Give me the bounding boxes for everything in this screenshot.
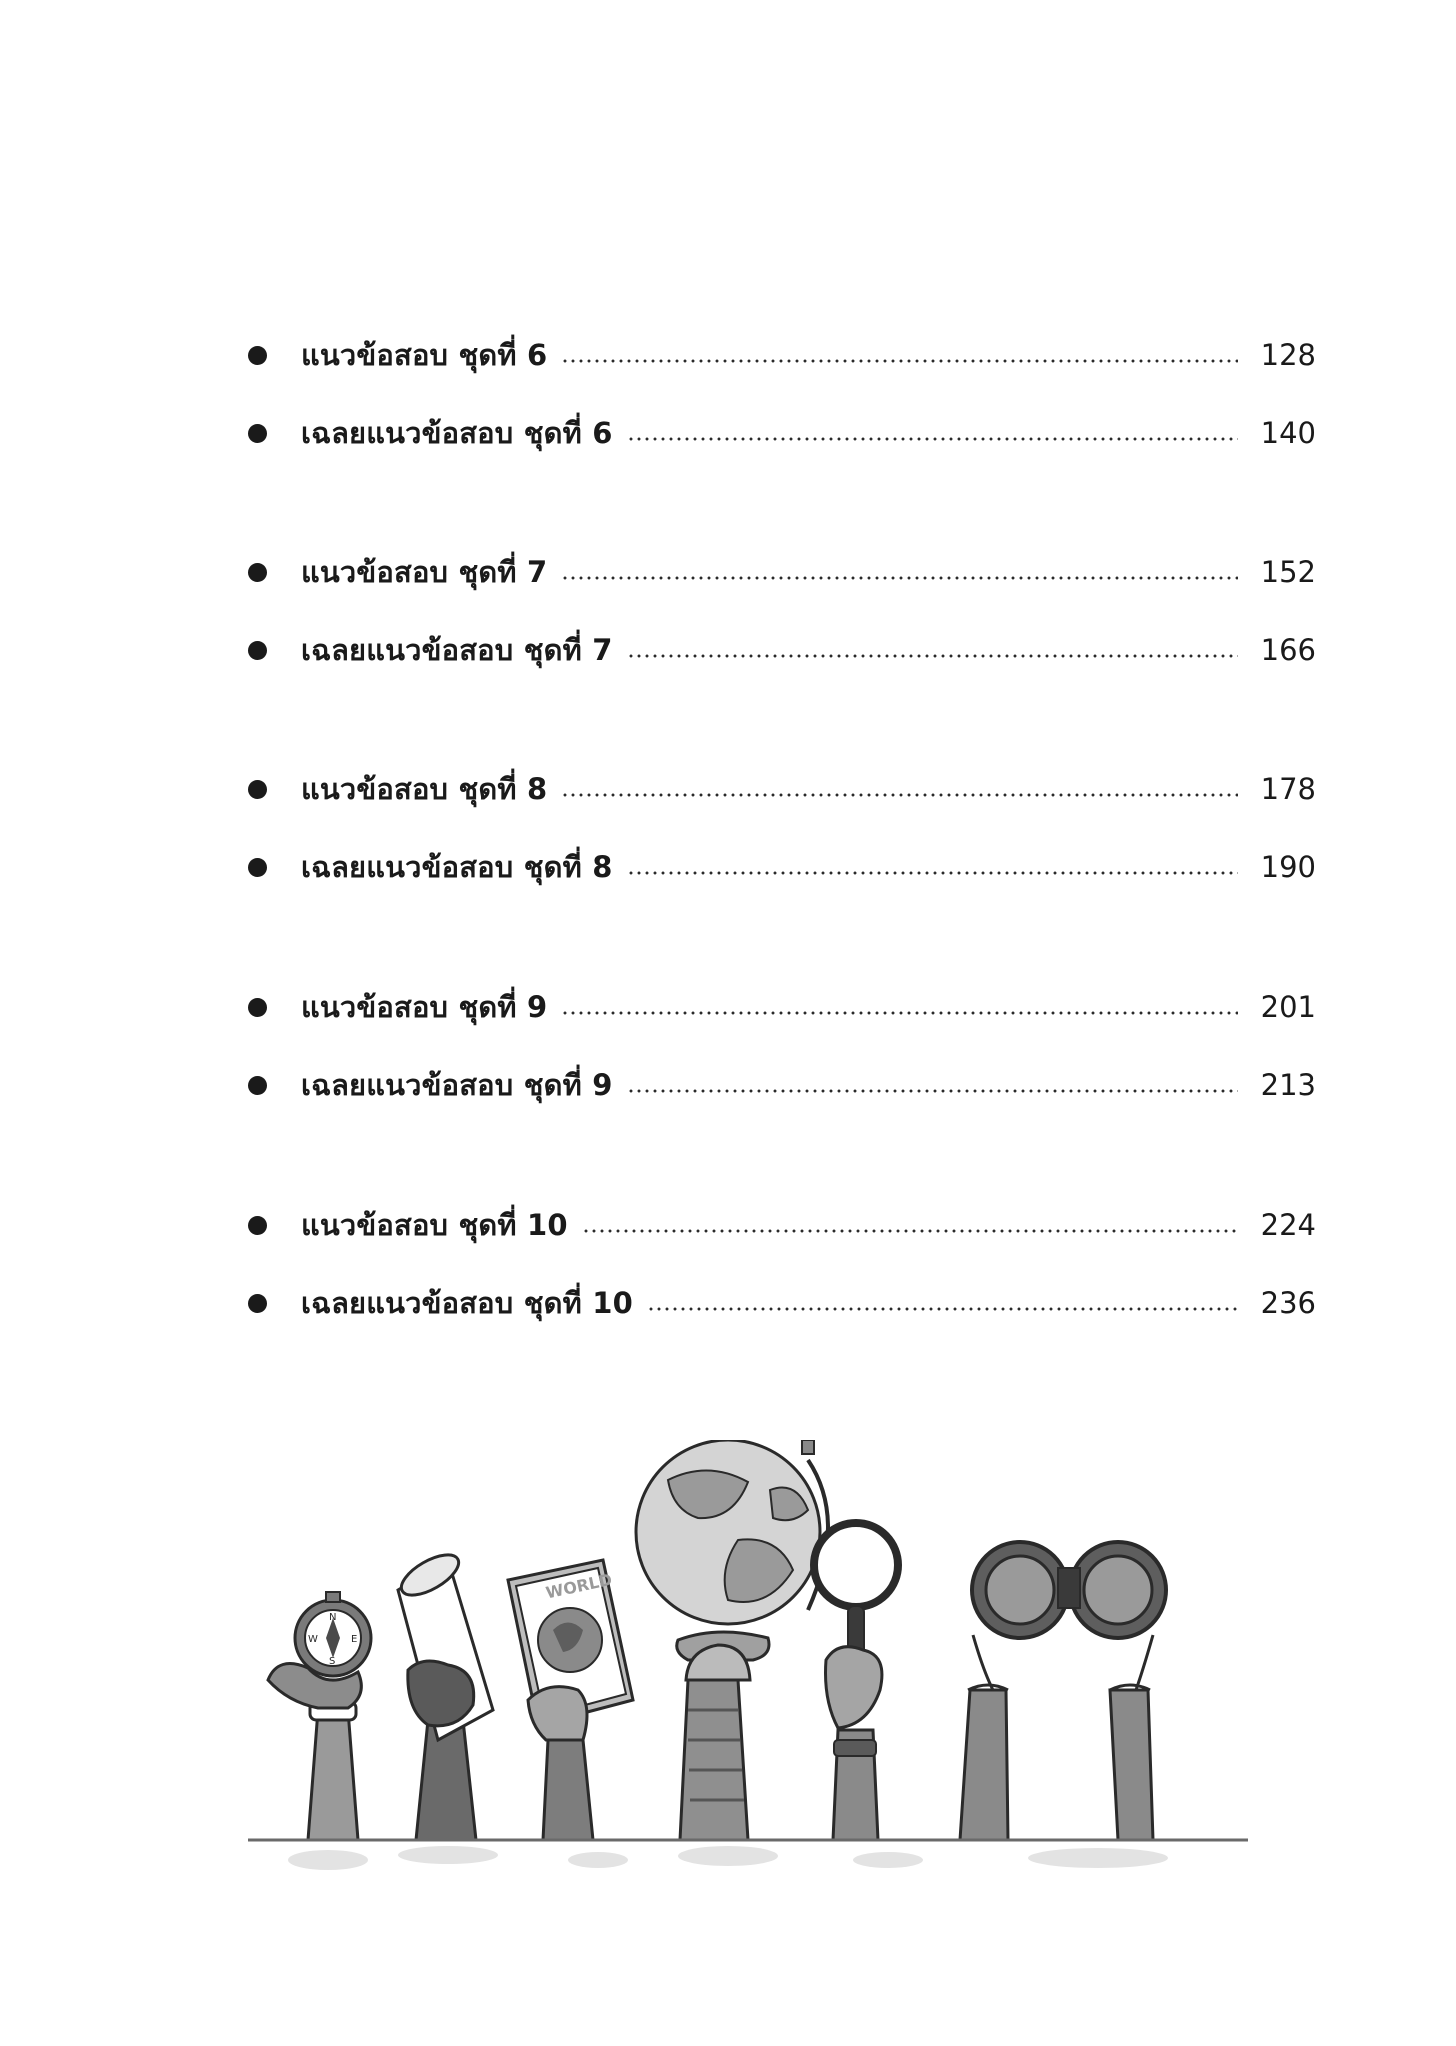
toc-entry-label: เฉลยแนวข้อสอบ ชุดที่ 6 xyxy=(301,416,613,450)
toc-entry[interactable] xyxy=(248,547,1316,597)
bullet-icon xyxy=(248,780,267,799)
dot-leader xyxy=(561,575,1238,581)
toc-entry-label: แนวข้อสอบ ชุดที่ 9 xyxy=(301,990,548,1024)
explorer-hands-illustration xyxy=(248,1440,1268,1900)
compass-letter-s: S xyxy=(329,1656,336,1667)
toc-entry-page: 236 xyxy=(1260,1286,1316,1320)
toc-entry-label: เฉลยแนวข้อสอบ ชุดที่ 9 xyxy=(301,1068,613,1102)
dot-leader xyxy=(627,653,1238,659)
book-cover-title: WORLD xyxy=(544,1569,614,1603)
toc-entry-label: เฉลยแนวข้อสอบ ชุดที่ 10 xyxy=(301,1286,633,1320)
dot-leader xyxy=(561,1010,1238,1016)
toc-entry[interactable] xyxy=(248,982,1316,1032)
toc-entry-label: เฉลยแนวข้อสอบ ชุดที่ 8 xyxy=(301,850,613,884)
toc-entry[interactable] xyxy=(248,330,1316,380)
toc-entry-page: 166 xyxy=(1260,633,1316,667)
dot-leader xyxy=(627,870,1238,876)
dot-leader xyxy=(561,358,1238,364)
toc-entry[interactable] xyxy=(248,408,1316,458)
map-scroll-icon xyxy=(395,1547,493,1840)
toc-entry-page: 201 xyxy=(1260,990,1316,1024)
toc-entry-page: 152 xyxy=(1260,555,1316,589)
bullet-icon xyxy=(248,998,267,1017)
world-book-icon xyxy=(508,1560,633,1840)
toc-entry[interactable] xyxy=(248,1278,1316,1328)
binoculars-icon xyxy=(960,1542,1166,1840)
toc-entry-label: เฉลยแนวข้อสอบ ชุดที่ 7 xyxy=(301,633,613,667)
toc-entry-page: 224 xyxy=(1260,1208,1316,1242)
bullet-icon xyxy=(248,346,267,365)
bullet-icon xyxy=(248,1216,267,1235)
ground-reflection xyxy=(288,1846,1168,1870)
toc-entry[interactable] xyxy=(248,1060,1316,1110)
toc-entry-page: 213 xyxy=(1260,1068,1316,1102)
toc-entry-page: 178 xyxy=(1260,772,1316,806)
compass-letter-w: W xyxy=(308,1634,318,1645)
bullet-icon xyxy=(248,1076,267,1095)
dot-leader xyxy=(627,1088,1238,1094)
bullet-icon xyxy=(248,424,267,443)
bullet-icon xyxy=(248,1294,267,1313)
toc-entry-label: แนวข้อสอบ ชุดที่ 10 xyxy=(301,1208,568,1242)
compass-letter-e: E xyxy=(351,1634,358,1645)
compass-letter-n: N xyxy=(329,1612,337,1623)
dot-leader xyxy=(647,1306,1238,1312)
magnifying-glass-icon xyxy=(814,1523,898,1840)
toc-entry[interactable] xyxy=(248,625,1316,675)
dot-leader xyxy=(561,792,1238,798)
dot-leader xyxy=(582,1228,1238,1234)
globe-icon xyxy=(636,1440,828,1840)
bullet-icon xyxy=(248,858,267,877)
toc-entry[interactable] xyxy=(248,764,1316,814)
bullet-icon xyxy=(248,563,267,582)
toc-entry-label: แนวข้อสอบ ชุดที่ 7 xyxy=(301,555,548,589)
toc-entry-label: แนวข้อสอบ ชุดที่ 6 xyxy=(301,338,548,372)
toc-entry-page: 190 xyxy=(1260,850,1316,884)
toc-entry-label: แนวข้อสอบ ชุดที่ 8 xyxy=(301,772,548,806)
compass-icon xyxy=(268,1592,371,1840)
toc-entry[interactable] xyxy=(248,842,1316,892)
toc-entry-page: 128 xyxy=(1260,338,1316,372)
bullet-icon xyxy=(248,641,267,660)
toc-entry[interactable] xyxy=(248,1200,1316,1250)
dot-leader xyxy=(627,436,1238,442)
toc-entry-page: 140 xyxy=(1260,416,1316,450)
